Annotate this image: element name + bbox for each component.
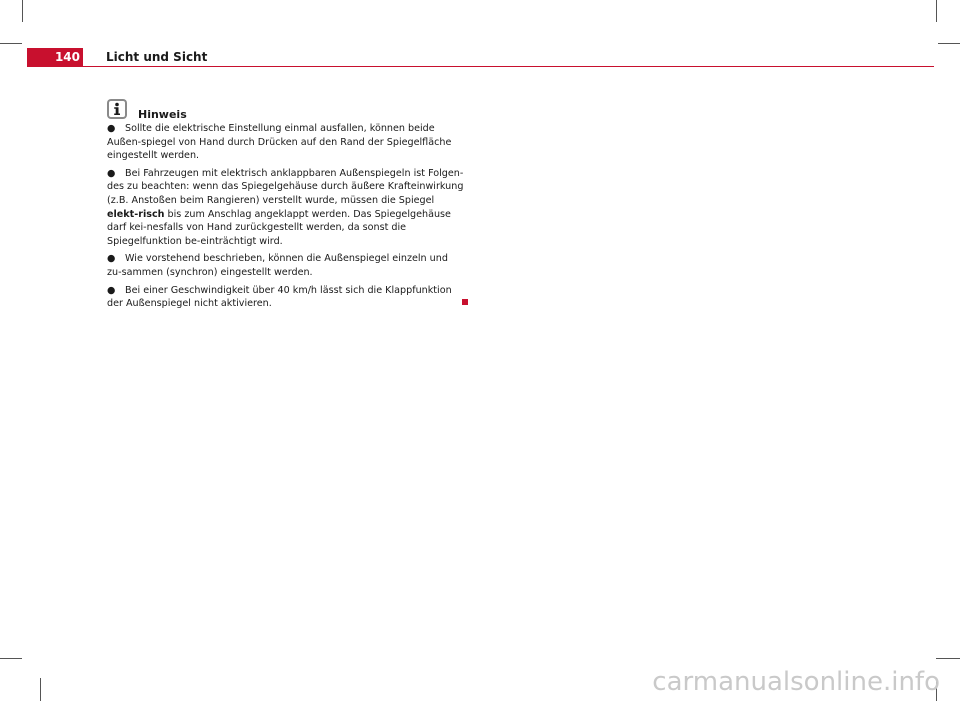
note-box bbox=[107, 99, 465, 315]
crop-mark bbox=[22, 0, 23, 22]
chapter-title: Licht und Sicht bbox=[106, 50, 208, 64]
note-header bbox=[107, 99, 465, 122]
section-end-marker bbox=[462, 299, 468, 305]
list-item bbox=[107, 252, 465, 279]
crop-mark bbox=[0, 658, 22, 659]
page-number: 140 bbox=[27, 48, 83, 66]
page-header bbox=[27, 48, 934, 67]
bullet: ● bbox=[107, 253, 116, 265]
bullet: ● bbox=[107, 123, 116, 134]
note-title: Hinweis bbox=[138, 108, 187, 121]
crop-mark bbox=[936, 658, 960, 659]
list-item-emphasis: elekt-risch bbox=[107, 208, 165, 220]
list-item-text: Bei einer Geschwindigkeit über 40 km/h lässt sich die Klappfunktion der Außenspiegel nicht aktivieren. bbox=[107, 284, 452, 310]
list-item bbox=[107, 284, 465, 311]
bullet: ● bbox=[107, 167, 116, 179]
list-item bbox=[107, 122, 465, 163]
list-item-text: bis zum Anschlag angeklappt werden. Das Spiegelgehäuse darf kei-nesfalls von Hand zurückgestellt werden, da sonst die Spiegelfunktion be-einträchtigt wird. bbox=[107, 208, 451, 247]
crop-mark bbox=[938, 43, 960, 44]
watermark: carmanualsonline.info bbox=[652, 667, 940, 697]
crop-mark bbox=[40, 678, 41, 701]
list-item-text: Sollte die elektrische Einstellung einmal ausfallen, können beide Außen-spiegel von Hand durch Drücken auf den Rand der Spiegelfläche eingestellt werden. bbox=[107, 123, 452, 162]
bullet: ● bbox=[107, 284, 116, 296]
list-item-text: Bei Fahrzeugen mit elektrisch anklappbaren Außenspiegeln ist Folgen-des zu beachten: wenn das Spiegelgehäuse durch äußere Krafteinwirkung (z.B. Anstoßen beim Rangieren) verstellt wurde, müssen die Spiegel bbox=[107, 167, 464, 206]
crop-mark bbox=[936, 0, 937, 22]
list-item-text: Wie vorstehend beschrieben, können die Außenspiegel einzeln und zu-sammen (synchron) eingestellt werden. bbox=[107, 253, 448, 278]
crop-mark bbox=[0, 43, 22, 44]
info-icon bbox=[107, 99, 127, 119]
list-item bbox=[107, 167, 465, 249]
